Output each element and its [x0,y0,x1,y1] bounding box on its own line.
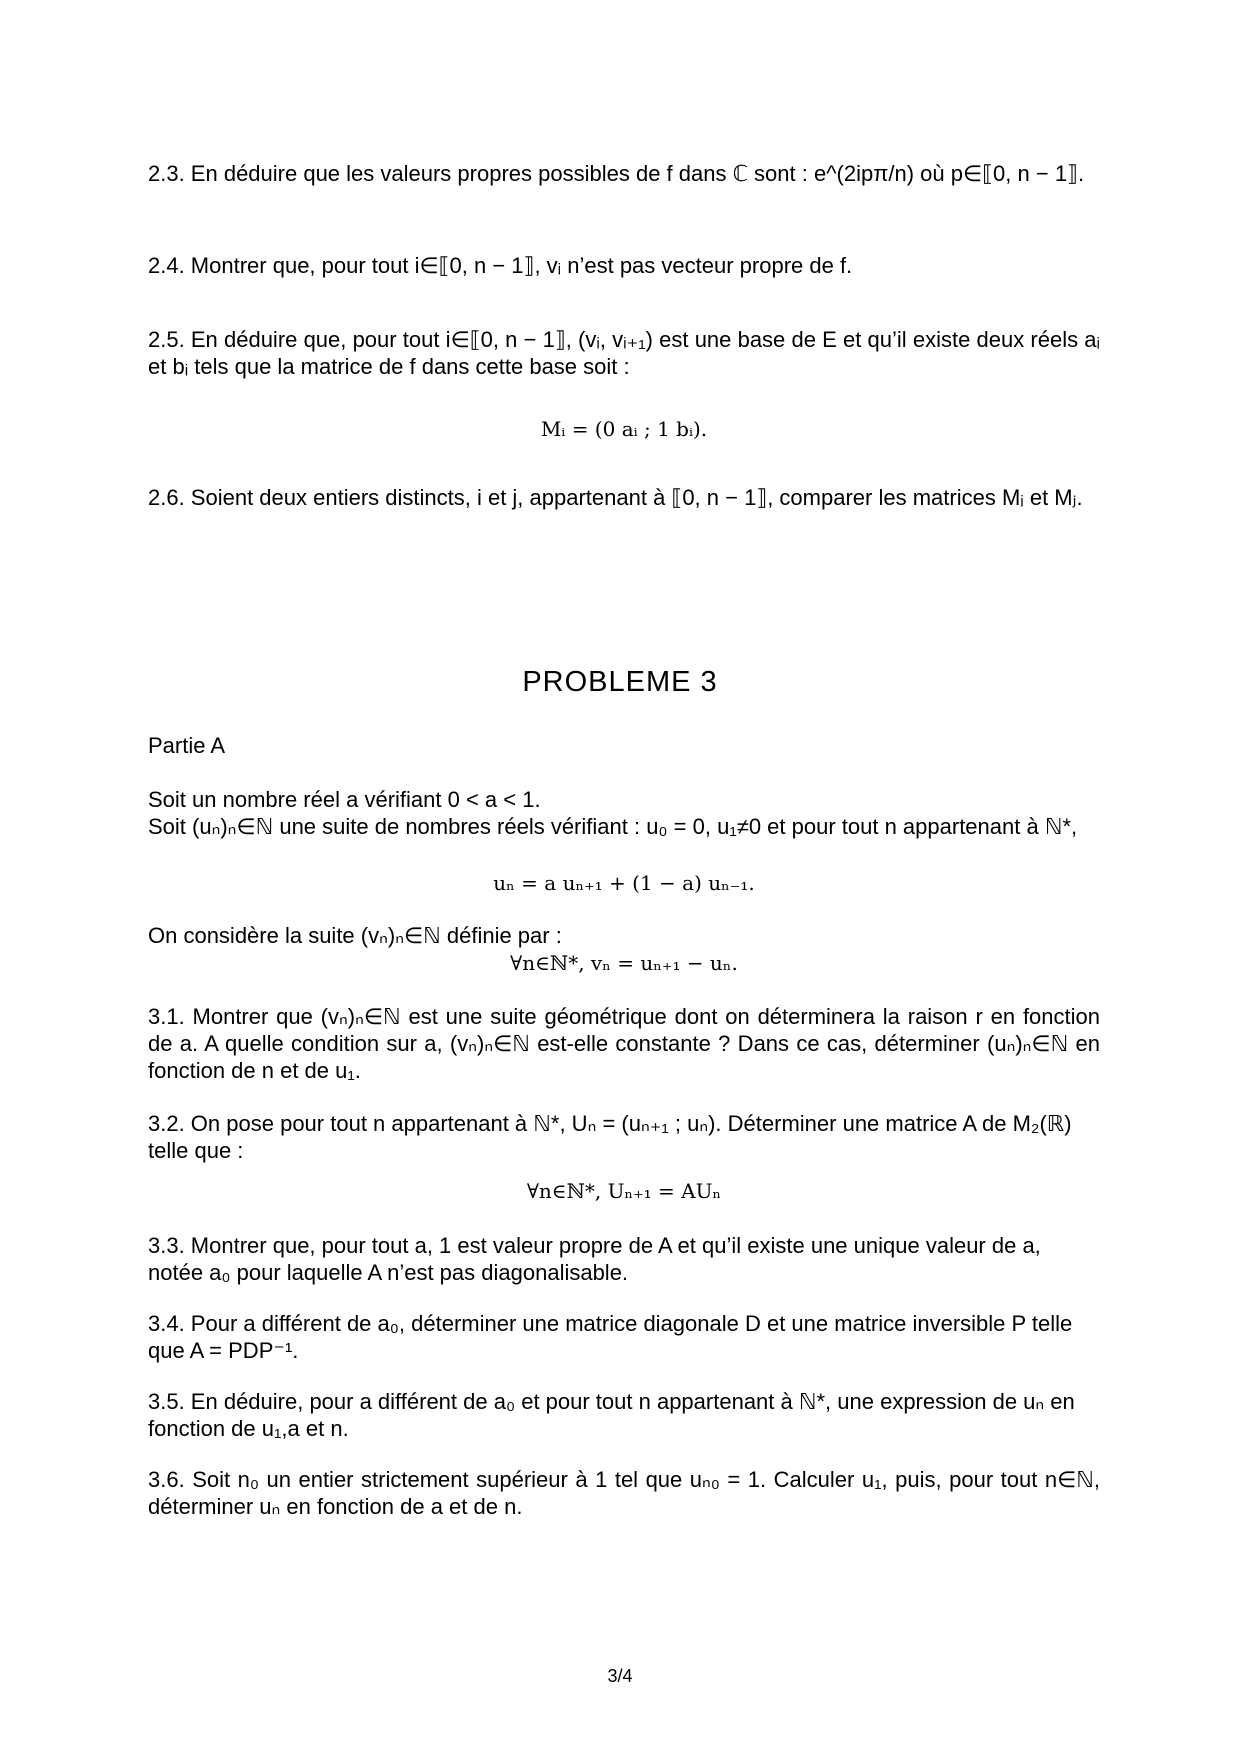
intro-line-1: Soit un nombre réel a vérifiant 0 < a < 1. [148,787,541,812]
question-3-3: 3.3. Montrer que, pour tout a, 1 est valeur propre de A et qu’il existe une unique valeur de a, notée a₀ pour laquelle A n’est pas diagonalisable. [148,1233,1041,1285]
matrix-mi-formula: Mᵢ = (0 aᵢ ; 1 bᵢ). [540,417,708,441]
intro-line-2: Soit (uₙ)ₙ∈ℕ une suite de nombres réels vérifiant : u₀ = 0, u₁≠0 et pour tout n appartenant à ℕ*, [148,814,1078,839]
question-3-4: 3.4. Pour a différent de a₀, déterminer une matrice diagonale D et une matrice inversible P telle que A = PDP⁻¹. [148,1311,1073,1363]
matrix-recurrence-formula: ∀n∈ℕ*, Uₙ₊₁ = AUₙ [526,1179,722,1203]
intro-line-3: On considère la suite (vₙ)ₙ∈ℕ définie par : [148,923,562,948]
part-heading: Partie A [148,733,226,758]
recurrence-formula: uₙ = a uₙ₊₁ + (1 − a) uₙ₋₁. [493,871,755,895]
question-3-5: 3.5. En déduire, pour a différent de a₀ et pour tout n appartenant à ℕ*, une expression de uₙ en fonction de u₁,a et n. [148,1389,1075,1441]
question-2-4: 2.4. Montrer que, pour tout i∈⟦0, n − 1⟧, vᵢ n’est pas vecteur propre de f. [148,253,853,278]
question-2-5: 2.5. En déduire que, pour tout i∈⟦0, n − 1⟧, (vᵢ, vᵢ₊₁) est une base de E et qu’il existe deux réels aᵢ et bᵢ tels que la matrice de f dans cette base soit : [148,327,1100,379]
question-3-2: 3.2. On pose pour tout n appartenant à ℕ*, Uₙ = (uₙ₊₁ ; uₙ). Déterminer une matrice A de M₂(ℝ) telle que : [148,1111,1072,1163]
question-3-1: 3.1. Montrer que (vₙ)ₙ∈ℕ est une suite géométrique dont on déterminera la raison r en fonction de a. A quelle condition sur a, (vₙ)ₙ∈ℕ est-elle constante ? Dans ce cas, déterminer (uₙ)ₙ∈ℕ en fonction de n et de u₁. [148,1004,1100,1083]
definition-vn-formula: ∀n∈ℕ*, vₙ = uₙ₊₁ − uₙ. [510,951,738,975]
question-3-6: 3.6. Soit n₀ un entier strictement supérieur à 1 tel que uₙ₀ = 1. Calculer u₁, puis, pour tout n∈ℕ, déterminer uₙ en fonction de a et de n. [148,1467,1100,1519]
question-2-3: 2.3. En déduire que les valeurs propres possibles de f dans ℂ sont : e^(2ipπ/n) où p∈⟦0, n − 1⟧. [148,161,1085,186]
problem-title: PROBLEME 3 [522,666,718,698]
question-2-6: 2.6. Soient deux entiers distincts, i et j, appartenant à ⟦0, n − 1⟧, comparer les matrices Mᵢ et Mⱼ. [148,485,1083,510]
page-number: 3/4 [607,1666,633,1686]
